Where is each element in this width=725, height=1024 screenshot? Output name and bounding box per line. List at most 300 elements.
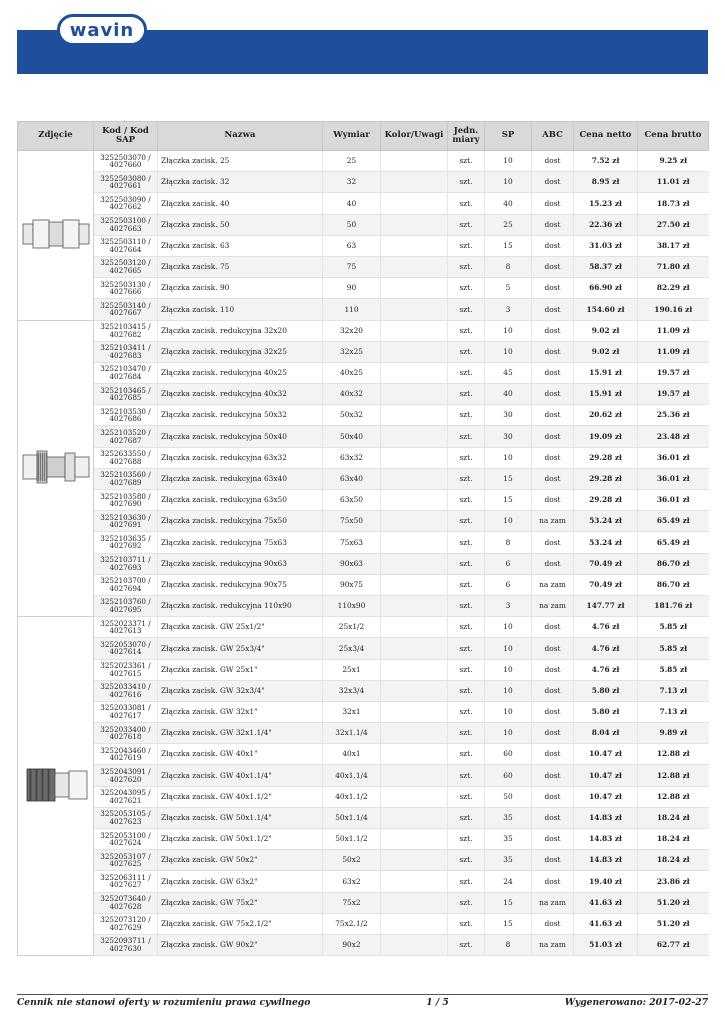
code-cell: 3252103520 / 4027687 (94, 426, 158, 447)
col-header-dimension: Wymiar (323, 122, 381, 151)
gross-price-cell: 86.70 zł (638, 553, 709, 574)
code-cell: 3252503090 / 4027662 (94, 193, 158, 214)
table-row (18, 723, 709, 744)
color-cell (381, 151, 448, 172)
abc-cell: dost (532, 214, 574, 235)
price-table (17, 121, 709, 956)
table-row (18, 384, 709, 405)
color-cell (381, 807, 448, 828)
table-row (18, 617, 709, 638)
name-cell: Złączka zacisk. 110 (158, 299, 323, 320)
col-header-unit: Jedn. miary (448, 122, 485, 151)
abc-cell: dost (532, 320, 574, 341)
color-cell (381, 765, 448, 786)
abc-cell: dost (532, 807, 574, 828)
color-cell (381, 405, 448, 426)
gross-price-cell: 190.16 zł (638, 299, 709, 320)
table-row (18, 172, 709, 193)
unit-cell: szt. (448, 638, 485, 659)
color-cell (381, 934, 448, 955)
table-row (18, 447, 709, 468)
footer-disclaimer: Cennik nie stanowi oferty w rozumieniu prawa cywilnego (17, 997, 311, 1008)
abc-cell: dost (532, 765, 574, 786)
sp-cell: 10 (485, 151, 532, 172)
table-row (18, 574, 709, 595)
dimension-cell: 63x32 (323, 447, 381, 468)
unit-cell: szt. (448, 934, 485, 955)
name-cell: Złączka zacisk. GW 32x1" (158, 701, 323, 722)
gross-price-cell: 11.09 zł (638, 320, 709, 341)
net-price-cell: 51.03 zł (574, 934, 638, 955)
color-cell (381, 574, 448, 595)
net-price-cell: 10.47 zł (574, 744, 638, 765)
dimension-cell: 75x50 (323, 511, 381, 532)
gross-price-cell: 82.29 zł (638, 278, 709, 299)
gross-price-cell: 18.73 zł (638, 193, 709, 214)
color-cell (381, 447, 448, 468)
net-price-cell: 15.91 zł (574, 362, 638, 383)
table-row (18, 362, 709, 383)
dimension-cell: 63x40 (323, 468, 381, 489)
code-cell: 3252103470 / 4027684 (94, 362, 158, 383)
gross-price-cell: 12.88 zł (638, 744, 709, 765)
name-cell: Złączka zacisk. redukcyjna 90x75 (158, 574, 323, 595)
color-cell (381, 701, 448, 722)
table-row (18, 638, 709, 659)
abc-cell: dost (532, 617, 574, 638)
sp-cell: 10 (485, 617, 532, 638)
name-cell: Złączka zacisk. GW 90x2" (158, 934, 323, 955)
table-row (18, 341, 709, 362)
abc-cell: dost (532, 680, 574, 701)
color-cell (381, 617, 448, 638)
code-cell: 3252503130 / 4027666 (94, 278, 158, 299)
table-row (18, 807, 709, 828)
table-row (18, 468, 709, 489)
dimension-cell: 32x20 (323, 320, 381, 341)
net-price-cell: 14.83 zł (574, 829, 638, 850)
abc-cell: dost (532, 532, 574, 553)
net-price-cell: 53.24 zł (574, 532, 638, 553)
gross-price-cell: 11.01 zł (638, 172, 709, 193)
gross-price-cell: 5.85 zł (638, 617, 709, 638)
unit-cell: szt. (448, 765, 485, 786)
abc-cell: dost (532, 553, 574, 574)
code-cell: 3252073640 / 4027628 (94, 892, 158, 913)
dimension-cell: 32x3/4 (323, 680, 381, 701)
color-cell (381, 595, 448, 616)
wavin-logo (57, 14, 147, 46)
color-cell (381, 786, 448, 807)
gross-price-cell: 36.01 zł (638, 490, 709, 511)
table-row (18, 701, 709, 722)
dimension-cell: 50x2 (323, 850, 381, 871)
table-row (18, 278, 709, 299)
unit-cell: szt. (448, 701, 485, 722)
unit-cell: szt. (448, 680, 485, 701)
net-price-cell: 19.40 zł (574, 871, 638, 892)
code-cell: 3252503100 / 4027663 (94, 214, 158, 235)
abc-cell: dost (532, 468, 574, 489)
threaded-coupling-photo-icon (21, 763, 91, 807)
sp-cell: 50 (485, 786, 532, 807)
table-row (18, 193, 709, 214)
gross-price-cell: 86.70 zł (638, 574, 709, 595)
name-cell: Złączka zacisk. GW 50x2" (158, 850, 323, 871)
dimension-cell: 32 (323, 172, 381, 193)
sp-cell: 24 (485, 871, 532, 892)
sp-cell: 15 (485, 468, 532, 489)
dimension-cell: 25x1/2 (323, 617, 381, 638)
table-row (18, 913, 709, 934)
code-cell: 3252503070 / 4027660 (94, 151, 158, 172)
table-row (18, 214, 709, 235)
code-cell: 3252023371 / 4027613 (94, 617, 158, 638)
net-price-cell: 41.63 zł (574, 892, 638, 913)
sp-cell: 40 (485, 193, 532, 214)
dimension-cell: 110x90 (323, 595, 381, 616)
sp-cell: 10 (485, 680, 532, 701)
name-cell: Złączka zacisk. redukcyjna 63x40 (158, 468, 323, 489)
sp-cell: 8 (485, 532, 532, 553)
sp-cell: 40 (485, 384, 532, 405)
table-row (18, 680, 709, 701)
abc-cell: dost (532, 659, 574, 680)
table-row (18, 405, 709, 426)
name-cell: Złączka zacisk. 75 (158, 256, 323, 277)
net-price-cell: 14.83 zł (574, 807, 638, 828)
dimension-cell: 63x50 (323, 490, 381, 511)
name-cell: Złączka zacisk. GW 40x1.1/4" (158, 765, 323, 786)
code-cell: 3252073120 / 4027629 (94, 913, 158, 934)
gross-price-cell: 71.80 zł (638, 256, 709, 277)
gross-price-cell: 65.49 zł (638, 511, 709, 532)
table-row (18, 320, 709, 341)
sp-cell: 35 (485, 850, 532, 871)
color-cell (381, 490, 448, 511)
code-cell: 3252103760 / 4027695 (94, 595, 158, 616)
sp-cell: 10 (485, 447, 532, 468)
code-cell: 3252103630 / 4027691 (94, 511, 158, 532)
gross-price-cell: 36.01 zł (638, 468, 709, 489)
table-row (18, 595, 709, 616)
straight-coupling-photo-icon (21, 212, 91, 256)
unit-cell: szt. (448, 511, 485, 532)
table-row (18, 765, 709, 786)
dimension-cell: 40 (323, 193, 381, 214)
gross-price-cell: 19.57 zł (638, 384, 709, 405)
net-price-cell: 41.63 zł (574, 913, 638, 934)
color-cell (381, 468, 448, 489)
color-cell (381, 511, 448, 532)
net-price-cell: 15.23 zł (574, 193, 638, 214)
net-price-cell: 15.91 zł (574, 384, 638, 405)
gross-price-cell: 181.76 zł (638, 595, 709, 616)
gross-price-cell: 25.36 zł (638, 405, 709, 426)
unit-cell: szt. (448, 490, 485, 511)
name-cell: Złączka zacisk. redukcyjna 63x32 (158, 447, 323, 468)
dimension-cell: 25x3/4 (323, 638, 381, 659)
sp-cell: 8 (485, 934, 532, 955)
net-price-cell: 58.37 zł (574, 256, 638, 277)
abc-cell: na zam (532, 934, 574, 955)
dimension-cell: 90x75 (323, 574, 381, 595)
unit-cell: szt. (448, 786, 485, 807)
abc-cell: dost (532, 172, 574, 193)
table-row (18, 934, 709, 955)
unit-cell: szt. (448, 532, 485, 553)
gross-price-cell: 5.85 zł (638, 638, 709, 659)
name-cell: Złączka zacisk. redukcyjna 32x25 (158, 341, 323, 362)
code-cell: 3252503140 / 4027667 (94, 299, 158, 320)
code-cell: 3252103415 / 4027682 (94, 320, 158, 341)
net-price-cell: 53.24 zł (574, 511, 638, 532)
code-cell: 3252063111 / 4027627 (94, 871, 158, 892)
name-cell: Złączka zacisk. GW 25x3/4" (158, 638, 323, 659)
net-price-cell: 4.76 zł (574, 638, 638, 659)
sp-cell: 10 (485, 172, 532, 193)
dimension-cell: 32x1 (323, 701, 381, 722)
abc-cell: dost (532, 701, 574, 722)
unit-cell: szt. (448, 553, 485, 574)
name-cell: Złączka zacisk. 63 (158, 235, 323, 256)
code-cell: 3252503120 / 4027665 (94, 256, 158, 277)
gross-price-cell: 11.09 zł (638, 341, 709, 362)
color-cell (381, 744, 448, 765)
code-cell: 3252503110 / 4027664 (94, 235, 158, 256)
sp-cell: 10 (485, 341, 532, 362)
abc-cell: dost (532, 786, 574, 807)
table-row (18, 744, 709, 765)
sp-cell: 10 (485, 638, 532, 659)
abc-cell: dost (532, 193, 574, 214)
sp-cell: 10 (485, 701, 532, 722)
gross-price-cell: 38.17 zł (638, 235, 709, 256)
name-cell: Złączka zacisk. redukcyjna 50x32 (158, 405, 323, 426)
unit-cell: szt. (448, 256, 485, 277)
abc-cell: dost (532, 362, 574, 383)
dimension-cell: 90 (323, 278, 381, 299)
sp-cell: 30 (485, 426, 532, 447)
name-cell: Złączka zacisk. GW 50x1.1/2" (158, 829, 323, 850)
unit-cell: szt. (448, 278, 485, 299)
table-row (18, 511, 709, 532)
reducing-coupling-photo-icon (21, 445, 91, 489)
dimension-cell: 40x25 (323, 362, 381, 383)
col-header-net-price: Cena netto (574, 122, 638, 151)
gross-price-cell: 7.13 zł (638, 680, 709, 701)
color-cell (381, 723, 448, 744)
page-footer (17, 994, 708, 1008)
name-cell: Złączka zacisk. GW 32x3/4" (158, 680, 323, 701)
net-price-cell: 5.80 zł (574, 680, 638, 701)
name-cell: Złączka zacisk. redukcyjna 75x50 (158, 511, 323, 532)
code-cell: 3252053070 / 4027614 (94, 638, 158, 659)
dimension-cell: 63x2 (323, 871, 381, 892)
net-price-cell: 22.36 zł (574, 214, 638, 235)
sp-cell: 60 (485, 744, 532, 765)
unit-cell: szt. (448, 172, 485, 193)
name-cell: Złączka zacisk. GW 25x1" (158, 659, 323, 680)
dimension-cell: 75 (323, 256, 381, 277)
abc-cell: dost (532, 829, 574, 850)
net-price-cell: 29.28 zł (574, 447, 638, 468)
name-cell: Złączka zacisk. GW 63x2" (158, 871, 323, 892)
dimension-cell: 50x40 (323, 426, 381, 447)
dimension-cell: 63 (323, 235, 381, 256)
color-cell (381, 172, 448, 193)
net-price-cell: 66.90 zł (574, 278, 638, 299)
code-cell: 3252103560 / 4027689 (94, 468, 158, 489)
footer-generated-date: Wygenerowano: 2017-02-27 (564, 997, 708, 1008)
dimension-cell: 40x1.1/2 (323, 786, 381, 807)
col-header-gross-price: Cena brutto (638, 122, 709, 151)
code-cell: 3252103411 / 4027683 (94, 341, 158, 362)
gross-price-cell: 19.57 zł (638, 362, 709, 383)
abc-cell: dost (532, 278, 574, 299)
color-cell (381, 829, 448, 850)
sp-cell: 3 (485, 595, 532, 616)
code-cell: 3252103711 / 4027693 (94, 553, 158, 574)
color-cell (381, 214, 448, 235)
code-cell: 3252033400 / 4027618 (94, 723, 158, 744)
unit-cell: szt. (448, 447, 485, 468)
color-cell (381, 299, 448, 320)
unit-cell: szt. (448, 829, 485, 850)
abc-cell: dost (532, 426, 574, 447)
unit-cell: szt. (448, 744, 485, 765)
name-cell: Złączka zacisk. GW 32x1.1/4" (158, 723, 323, 744)
net-price-cell: 9.02 zł (574, 341, 638, 362)
table-row (18, 892, 709, 913)
name-cell: Złączka zacisk. 90 (158, 278, 323, 299)
abc-cell: dost (532, 638, 574, 659)
name-cell: Złączka zacisk. redukcyjna 110x90 (158, 595, 323, 616)
abc-cell: dost (532, 490, 574, 511)
name-cell: Złączka zacisk. redukcyjna 40x25 (158, 362, 323, 383)
name-cell: Złączka zacisk. 25 (158, 151, 323, 172)
gross-price-cell: 27.50 zł (638, 214, 709, 235)
name-cell: Złączka zacisk. redukcyjna 40x32 (158, 384, 323, 405)
color-cell (381, 320, 448, 341)
unit-cell: szt. (448, 807, 485, 828)
name-cell: Złączka zacisk. GW 40x1" (158, 744, 323, 765)
net-price-cell: 20.62 zł (574, 405, 638, 426)
abc-cell: dost (532, 913, 574, 934)
net-price-cell: 31.03 zł (574, 235, 638, 256)
sp-cell: 35 (485, 829, 532, 850)
unit-cell: szt. (448, 659, 485, 680)
unit-cell: szt. (448, 214, 485, 235)
code-cell: 3252053107 / 4027625 (94, 850, 158, 871)
dimension-cell: 40x1.1/4 (323, 765, 381, 786)
gross-price-cell: 23.86 zł (638, 871, 709, 892)
code-cell: 3252053100 / 4027624 (94, 829, 158, 850)
sp-cell: 15 (485, 913, 532, 934)
abc-cell: dost (532, 256, 574, 277)
abc-cell: na zam (532, 511, 574, 532)
unit-cell: szt. (448, 362, 485, 383)
dimension-cell: 90x2 (323, 934, 381, 955)
code-cell: 3252053105 / 4027623 (94, 807, 158, 828)
abc-cell: dost (532, 744, 574, 765)
gross-price-cell: 18.24 zł (638, 829, 709, 850)
unit-cell: szt. (448, 913, 485, 934)
code-cell: 3252043095 / 4027621 (94, 786, 158, 807)
name-cell: Złączka zacisk. 50 (158, 214, 323, 235)
color-cell (381, 638, 448, 659)
dimension-cell: 40x1 (323, 744, 381, 765)
unit-cell: szt. (448, 574, 485, 595)
net-price-cell: 29.28 zł (574, 468, 638, 489)
table-row (18, 553, 709, 574)
sp-cell: 35 (485, 807, 532, 828)
name-cell: Złączka zacisk. redukcyjna 90x63 (158, 553, 323, 574)
code-cell: 3252103635 / 4027692 (94, 532, 158, 553)
net-price-cell: 29.28 zł (574, 490, 638, 511)
sp-cell: 6 (485, 574, 532, 595)
col-header-photo: Zdjęcie (18, 122, 94, 151)
sp-cell: 6 (485, 553, 532, 574)
name-cell: Złączka zacisk. GW 75x2.1/2" (158, 913, 323, 934)
net-price-cell: 4.76 zł (574, 659, 638, 680)
dimension-cell: 90x63 (323, 553, 381, 574)
color-cell (381, 553, 448, 574)
gross-price-cell: 12.88 zł (638, 765, 709, 786)
sp-cell: 25 (485, 214, 532, 235)
code-cell: 3252033081 / 4027617 (94, 701, 158, 722)
name-cell: Złączka zacisk. redukcyjna 75x63 (158, 532, 323, 553)
net-price-cell: 147.77 zł (574, 595, 638, 616)
color-cell (381, 680, 448, 701)
sp-cell: 45 (485, 362, 532, 383)
gross-price-cell: 18.24 zł (638, 850, 709, 871)
code-cell: 3252103700 / 4027694 (94, 574, 158, 595)
abc-cell: dost (532, 850, 574, 871)
sp-cell: 15 (485, 892, 532, 913)
gross-price-cell: 12.88 zł (638, 786, 709, 807)
unit-cell: szt. (448, 320, 485, 341)
net-price-cell: 19.09 zł (574, 426, 638, 447)
table-row (18, 299, 709, 320)
abc-cell: dost (532, 341, 574, 362)
net-price-cell: 9.02 zł (574, 320, 638, 341)
unit-cell: szt. (448, 341, 485, 362)
gross-price-cell: 9.89 zł (638, 723, 709, 744)
sp-cell: 5 (485, 278, 532, 299)
code-cell: 3252043460 / 4027619 (94, 744, 158, 765)
name-cell: Złączka zacisk. GW 75x2" (158, 892, 323, 913)
abc-cell: dost (532, 447, 574, 468)
abc-cell: dost (532, 299, 574, 320)
dimension-cell: 40x32 (323, 384, 381, 405)
gross-price-cell: 51.20 zł (638, 913, 709, 934)
code-cell: 3252633550 / 4027688 (94, 447, 158, 468)
unit-cell: szt. (448, 426, 485, 447)
color-cell (381, 362, 448, 383)
product-photo-cell (18, 617, 94, 956)
col-header-name: Nazwa (158, 122, 323, 151)
dimension-cell: 32x1.1/4 (323, 723, 381, 744)
col-header-abc: ABC (532, 122, 574, 151)
net-price-cell: 5.80 zł (574, 701, 638, 722)
sp-cell: 8 (485, 256, 532, 277)
sp-cell: 30 (485, 405, 532, 426)
color-cell (381, 426, 448, 447)
color-cell (381, 193, 448, 214)
table-body (18, 151, 709, 956)
dimension-cell: 75x63 (323, 532, 381, 553)
